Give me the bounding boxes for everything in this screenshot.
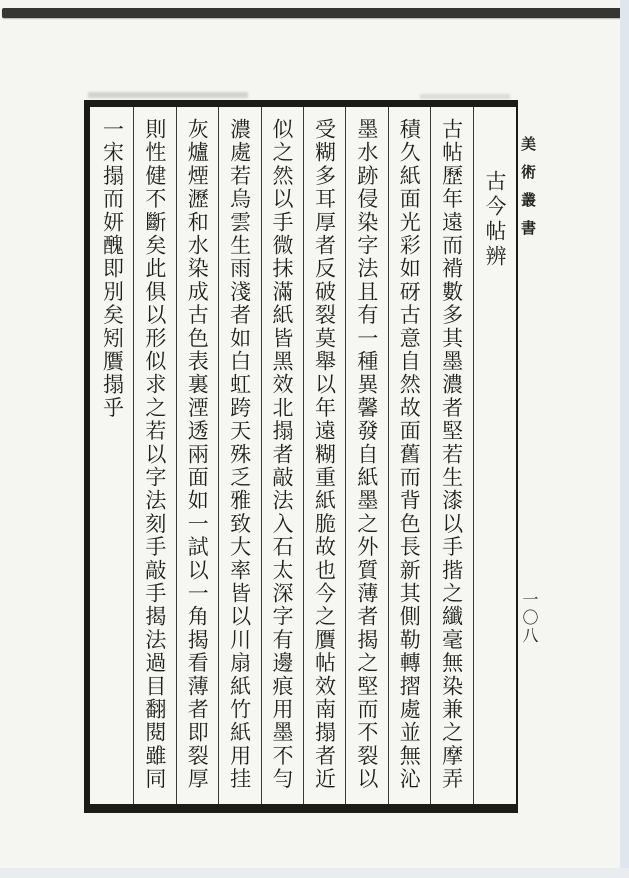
text-column-8: 則性健不斷矣此俱以形似求之若以字法刻手敲手揭法過目翻閱雖同 <box>134 107 176 804</box>
series-running-title: 美術叢書 <box>519 136 537 248</box>
text-column-2: 積久紙面光彩如砑古意自然故面舊而背色長新其側勒轉摺處並無沁 <box>389 107 431 804</box>
scan-smudge <box>88 92 248 98</box>
vertical-text-columns <box>90 107 516 804</box>
section-title-column: 古今帖辨 <box>483 170 507 270</box>
text-column-5: 似之然以手微抹滿紙皆黑效北搨者敲法入石太深字有邊痕用墨不勻 <box>262 107 304 804</box>
text-column-4: 受糊多耳厚者反破裂莫舉以年遠糊重紙脆故也今之贋帖效南搨者近 <box>304 107 346 804</box>
text-column-6: 濃處若烏雲生雨淺者如白虹跨天殊乏雅致大率皆以川扇紙竹紙用挂 <box>219 107 261 804</box>
text-frame-border <box>84 100 518 813</box>
text-column-7: 灰爐煙瀝和水染成古色表裏湮透兩面如一試以一角揭看薄者即裂厚 <box>177 107 219 804</box>
scan-surround-bottom <box>0 868 629 878</box>
text-column-3: 墨水跡侵染字法且有一種異馨發自紙墨之外質薄者揭之堅而不裂以 <box>346 107 388 804</box>
scan-smudge <box>420 94 510 99</box>
folio-page-number: 一〇八 <box>520 591 539 645</box>
scan-dark-edge-top <box>2 8 622 18</box>
scan-surround-right <box>620 0 629 878</box>
text-column-1: 古帖歷年遠而褙數多其墨濃者堅若生漆以手揩之纖毫無染兼之摩弄 <box>431 107 473 804</box>
text-column-9: 一宋搨而妍醜即別矣矧贋搨乎 <box>92 107 134 804</box>
